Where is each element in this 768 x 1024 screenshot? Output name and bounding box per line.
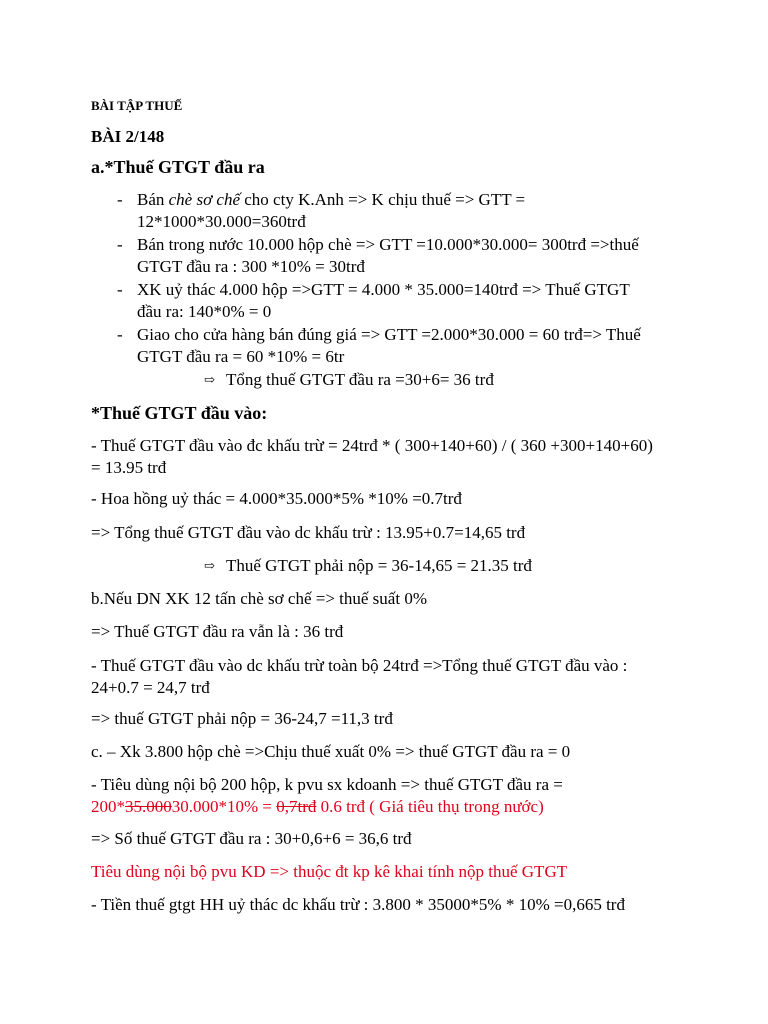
bullet-2-line-2: GTGT đầu ra : 300 *10% = 30trđ (137, 257, 365, 276)
total-output-line (204, 370, 494, 390)
b-line-3: => thuế GTGT phải nộp = 36-24,7 =11,3 trđ (91, 709, 393, 728)
document-title: BÀI TẬP THUẾ (91, 98, 183, 113)
exercise-heading: BÀI 2/148 (91, 127, 165, 146)
bullet-2-line-1: Bán trong nước 10.000 hộp chè => GTT =10.000*30.000= 300trđ =>thuế (137, 235, 639, 254)
section-input-heading: *Thuế GTGT đầu vào: (91, 403, 268, 423)
input-line-2: - Hoa hồng uỷ thác = 4.000*35.000*5% *10% =0.7trđ (91, 489, 462, 508)
b-line-1: => Thuế GTGT đầu ra vẫn là : 36 trđ (91, 622, 344, 641)
c-line-4: - Tiền thuế gtgt HH uỷ thác dc khấu trừ : 3.800 * 35000*5% * 10% =0,665 trđ (91, 895, 625, 914)
section-b-heading: b.Nếu DN XK 12 tấn chè sơ chế => thuế suất 0% (91, 589, 427, 608)
input-line-1a: - Thuế GTGT đầu vào đc khấu trừ = 24trđ * ( 300+140+60) / ( 360 +300+140+60) (91, 436, 653, 455)
bullet-1-line-2: 12*1000*30.000=360trđ (137, 212, 306, 231)
c-line-3: => Số thuế GTGT đầu ra : 30+0,6+6 = 36,6 trđ (91, 829, 412, 848)
c-line-2-part-3: 0.6 trđ ( Giá tiêu thụ trong nước) (316, 797, 544, 816)
bullet-4-line-2: GTGT đầu ra = 60 *10% = 6tr (137, 347, 345, 366)
bullet-dash: - (117, 235, 123, 254)
input-line-1b: = 13.95 trđ (91, 458, 167, 477)
bullet-1-italic: chè sơ chế (168, 190, 241, 209)
c-line-2-part-1: 200* (91, 797, 125, 816)
b-line-2a: - Thuế GTGT đầu vào dc khấu trừ toàn bộ 24trđ =>Tổng thuế GTGT đầu vào : (91, 656, 628, 675)
bullet-dash: - (117, 280, 123, 299)
bullet-dash: - (117, 325, 123, 344)
bullet-1-text-a: Bán (137, 190, 169, 209)
payable-a-line (204, 556, 532, 576)
section-c-heading: c. – Xk 3.800 hộp chè =>Chịu thuế xuất 0% => thuế GTGT đầu ra = 0 (91, 742, 571, 761)
c-red-note: Tiêu dùng nội bộ pvu KD => thuộc đt kp kê khai tính nộp thuế GTGT (91, 862, 568, 881)
input-line-3: => Tổng thuế GTGT đầu vào dc khấu trừ : 13.95+0.7=14,65 trđ (91, 523, 526, 542)
payable-a-text: Thuế GTGT phải nộp = 36-14,65 = 21.35 trđ (226, 556, 532, 575)
bullet-3-line-2: đầu ra: 140*0% = 0 (137, 302, 272, 321)
bullet-4-line-1: Giao cho cửa hàng bán đúng giá => GTT =2.000*30.000 = 60 trđ=> Thuế (137, 325, 641, 344)
bullet-3-line-1: XK uỷ thác 4.000 hộp =>GTT = 4.000 * 35.000=140trđ => Thuế GTGT (137, 280, 630, 299)
bullet-dash: - (117, 190, 123, 209)
c-line-1: - Tiêu dùng nội bộ 200 hộp, k pvu sx kdoanh => thuế GTGT đầu ra = (91, 775, 563, 794)
b-line-2b: 24+0.7 = 24,7 trđ (91, 678, 210, 697)
bullet-1-line-1 (137, 190, 525, 210)
bullet-1-text-b: cho cty K.Anh => K chịu thuế => GTT = (240, 190, 526, 209)
arrow-right-icon: ⇨ (204, 372, 215, 387)
c-line-2-strikethrough-2: 0,7trđ (276, 797, 317, 816)
c-line-2-correction (91, 797, 544, 817)
c-line-2-strikethrough-1: 35.000 (125, 797, 172, 816)
c-line-2-part-2: 30.000*10% = (171, 797, 277, 816)
arrow-right-icon: ⇨ (204, 558, 215, 573)
total-output-text: Tổng thuế GTGT đầu ra =30+6= 36 trđ (226, 370, 494, 389)
section-a-heading: a.*Thuế GTGT đầu ra (91, 157, 265, 177)
